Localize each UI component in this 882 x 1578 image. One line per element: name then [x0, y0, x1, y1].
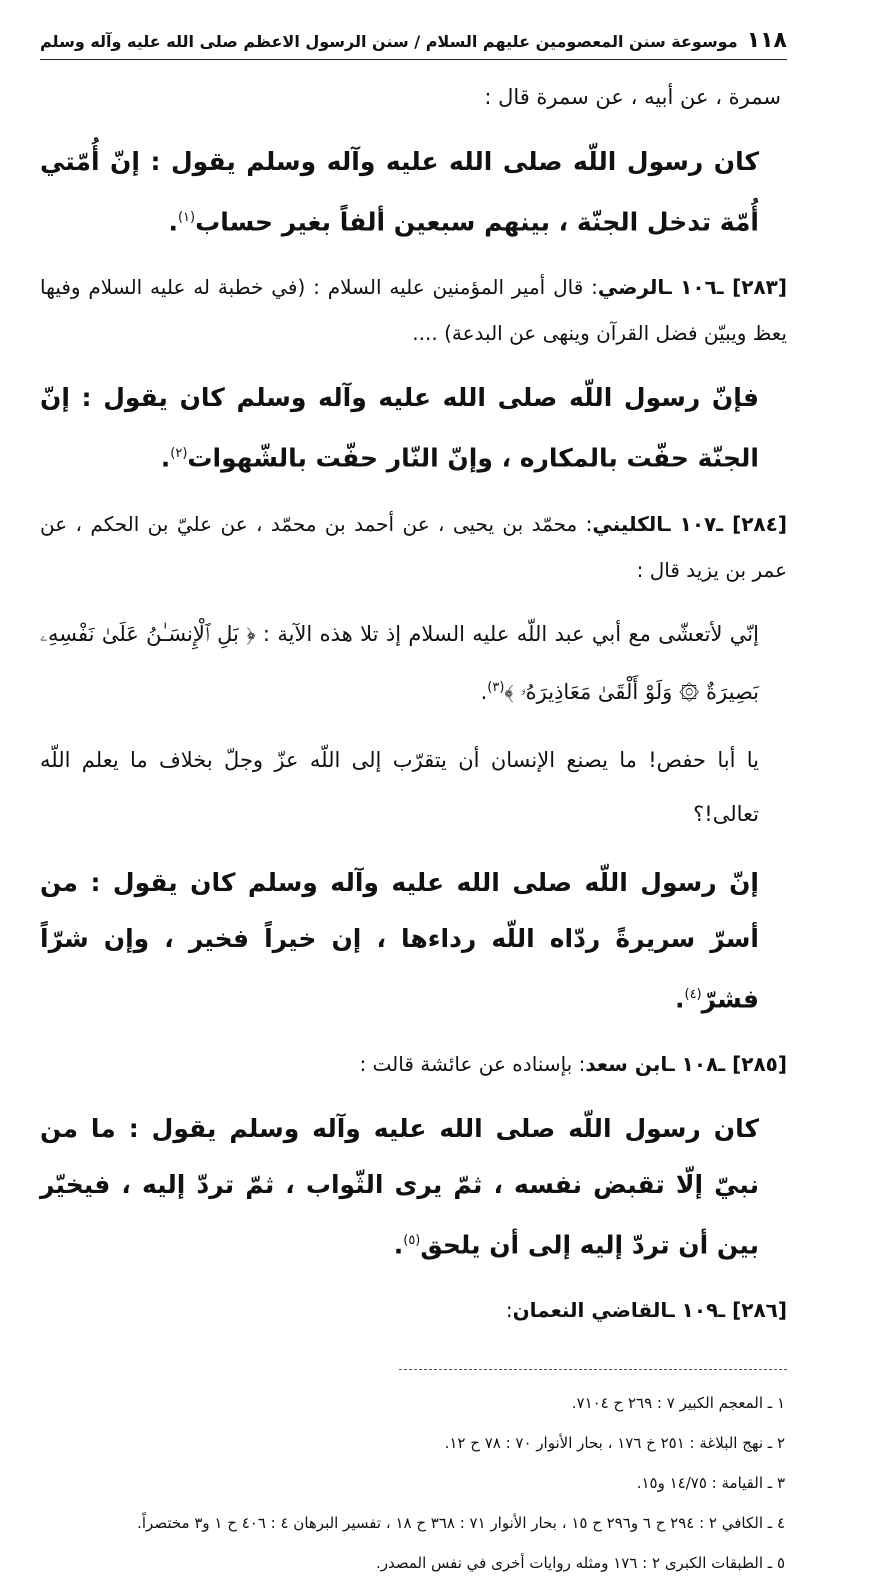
footnotes — [40, 1388, 787, 1578]
body-text — [40, 74, 787, 1333]
source-name: الرضي — [597, 275, 665, 300]
hadith-number: [٢٨٦] ـ١٠٩ ـ — [667, 1298, 787, 1323]
paragraph-narration: [٢٨٤] ـ١٠٧ ـالكليني: محمّد بن يحيى ، عن أحمد بن محمّد ، عن عليّ بن الحكم ، عن عمر بن يزيد قال : — [40, 511, 787, 582]
paragraph-hadith: كان رسول اللّه صلى الله عليه وآله وسلم يقول : إنّ أُمّتي أُمّة تدخل الجنّة ، بينهم سبعين ألفاً بغير حساب$^{(١)}$. — [40, 147, 759, 237]
page-header — [40, 28, 787, 60]
footnote-marker: (٤) — [684, 986, 702, 1002]
page-number: ١١٨ — [746, 28, 787, 53]
footnote: ٥ ـ الطبقات الكبرى ٢ : ١٧٦ ومثله روايات أخرى في نفس المصدر. — [375, 1554, 785, 1573]
footnote: ١ ـ المعجم الكبير ٧ : ٢٦٩ ح ٧١٠٤. — [571, 1394, 785, 1413]
running-head: موسوعة سنن المعصومين عليهم السلام / سنن الرسول الاعظم صلى الله عليه وآله وسلم — [40, 32, 738, 51]
hadith-number: [٢٨٤] ـ١٠٧ ـ — [663, 511, 787, 536]
footnote-marker: (٢) — [170, 446, 188, 462]
hadith-number: [٢٨٣] ـ١٠٦ ـ — [664, 275, 787, 300]
footnote-marker: (٣) — [487, 679, 505, 695]
footnote: ٢ ـ نهج البلاغة : ٢٥١ خ ١٧٦ ، بحار الأنوار ٧٠ : ٧٨ ح ١٢. — [444, 1434, 785, 1453]
footnote: ٤ ـ الكافي ٢ : ٢٩٤ ح ٦ و٢٩٦ ح ١٥ ، بحار الأنوار ٧١ : ٣٦٨ ح ١٨ ، تفسير البرهان ٤ : ٤٠٦ ح ١ و٣ مختصراً. — [137, 1514, 785, 1533]
source-name: الكليني — [592, 511, 664, 536]
footnote: ٣ ـ القيامة : ١٤/٧٥ و١٥. — [636, 1474, 785, 1493]
paragraph-continuation: سمرة ، عن أبيه ، عن سمرة قال : — [484, 85, 781, 109]
paragraph-hadith: فإنّ رسول اللّه صلى الله عليه وآله وسلم كان يقول : إنّ الجنّة حفّت بالمكاره ، وإنّ النّار حفّت بالشّهوات$^{(٢)}$. — [40, 383, 759, 473]
footnote-marker: (٥) — [403, 1232, 421, 1248]
book-page — [40, 28, 787, 1573]
paragraph-quran-quote: إنّي لأتعشّى مع أبي عبد اللّه عليه السلام إذ تلا هذه الآية : ﴿ بَلِ ٱلْإِنسَـٰنُ عَلَىٰ نَفْسِهِۦ بَصِيرَةٌ ۞ وَلَوْ أَلْقَىٰ مَعَاذِيرَهُۥ ﴾$^{(٣)}$. — [40, 621, 759, 704]
footnote-divider — [399, 1369, 787, 1370]
paragraph-narration: [٢٨٣] ـ١٠٦ ـالرضي: قال أمير المؤمنين عليه السلام : (في خطبة له عليه السلام وفيها يعظ ويبيّن فضل القرآن وينهى عن البدعة) .... — [40, 275, 787, 346]
paragraph-plain: يا أبا حفص! ما يصنع الإنسان أن يتقرّب إلى اللّه عزّ وجلّ بخلاف ما يعلم اللّه تعالى!؟ — [40, 747, 759, 826]
source-name: القاضي النعمان — [512, 1298, 668, 1323]
paragraph-narration: [٢٨٦] ـ١٠٩ ـالقاضي النعمان: — [505, 1298, 787, 1323]
hadith-number: [٢٨٥] ـ١٠٨ ـ — [667, 1051, 787, 1076]
paragraph-narration: [٢٨٥] ـ١٠٨ ـابن سعد: بإسناده عن عائشة قالت : — [359, 1051, 787, 1076]
footnote-marker: (١) — [177, 210, 196, 225]
paragraph-hadith: إنّ رسول اللّه صلى الله عليه وآله وسلم كان يقول : من أسرّ سريرةً ردّاه اللّه رداءها ، إن خيراً فخير ، وإن شرّاً فشرّ$^{(٤)}$. — [40, 867, 759, 1013]
paragraph-hadith: كان رسول اللّه صلى الله عليه وآله وسلم يقول : ما من نبيّ إلّا تقبض نفسه ، ثمّ يرى الثّواب ، ثمّ تردّ إليه ، فيخيّر بين أن تردّ إليه إلى أن يلحق$^{(٥)}$. — [40, 1113, 759, 1260]
source-name: ابن سعد — [585, 1051, 668, 1076]
